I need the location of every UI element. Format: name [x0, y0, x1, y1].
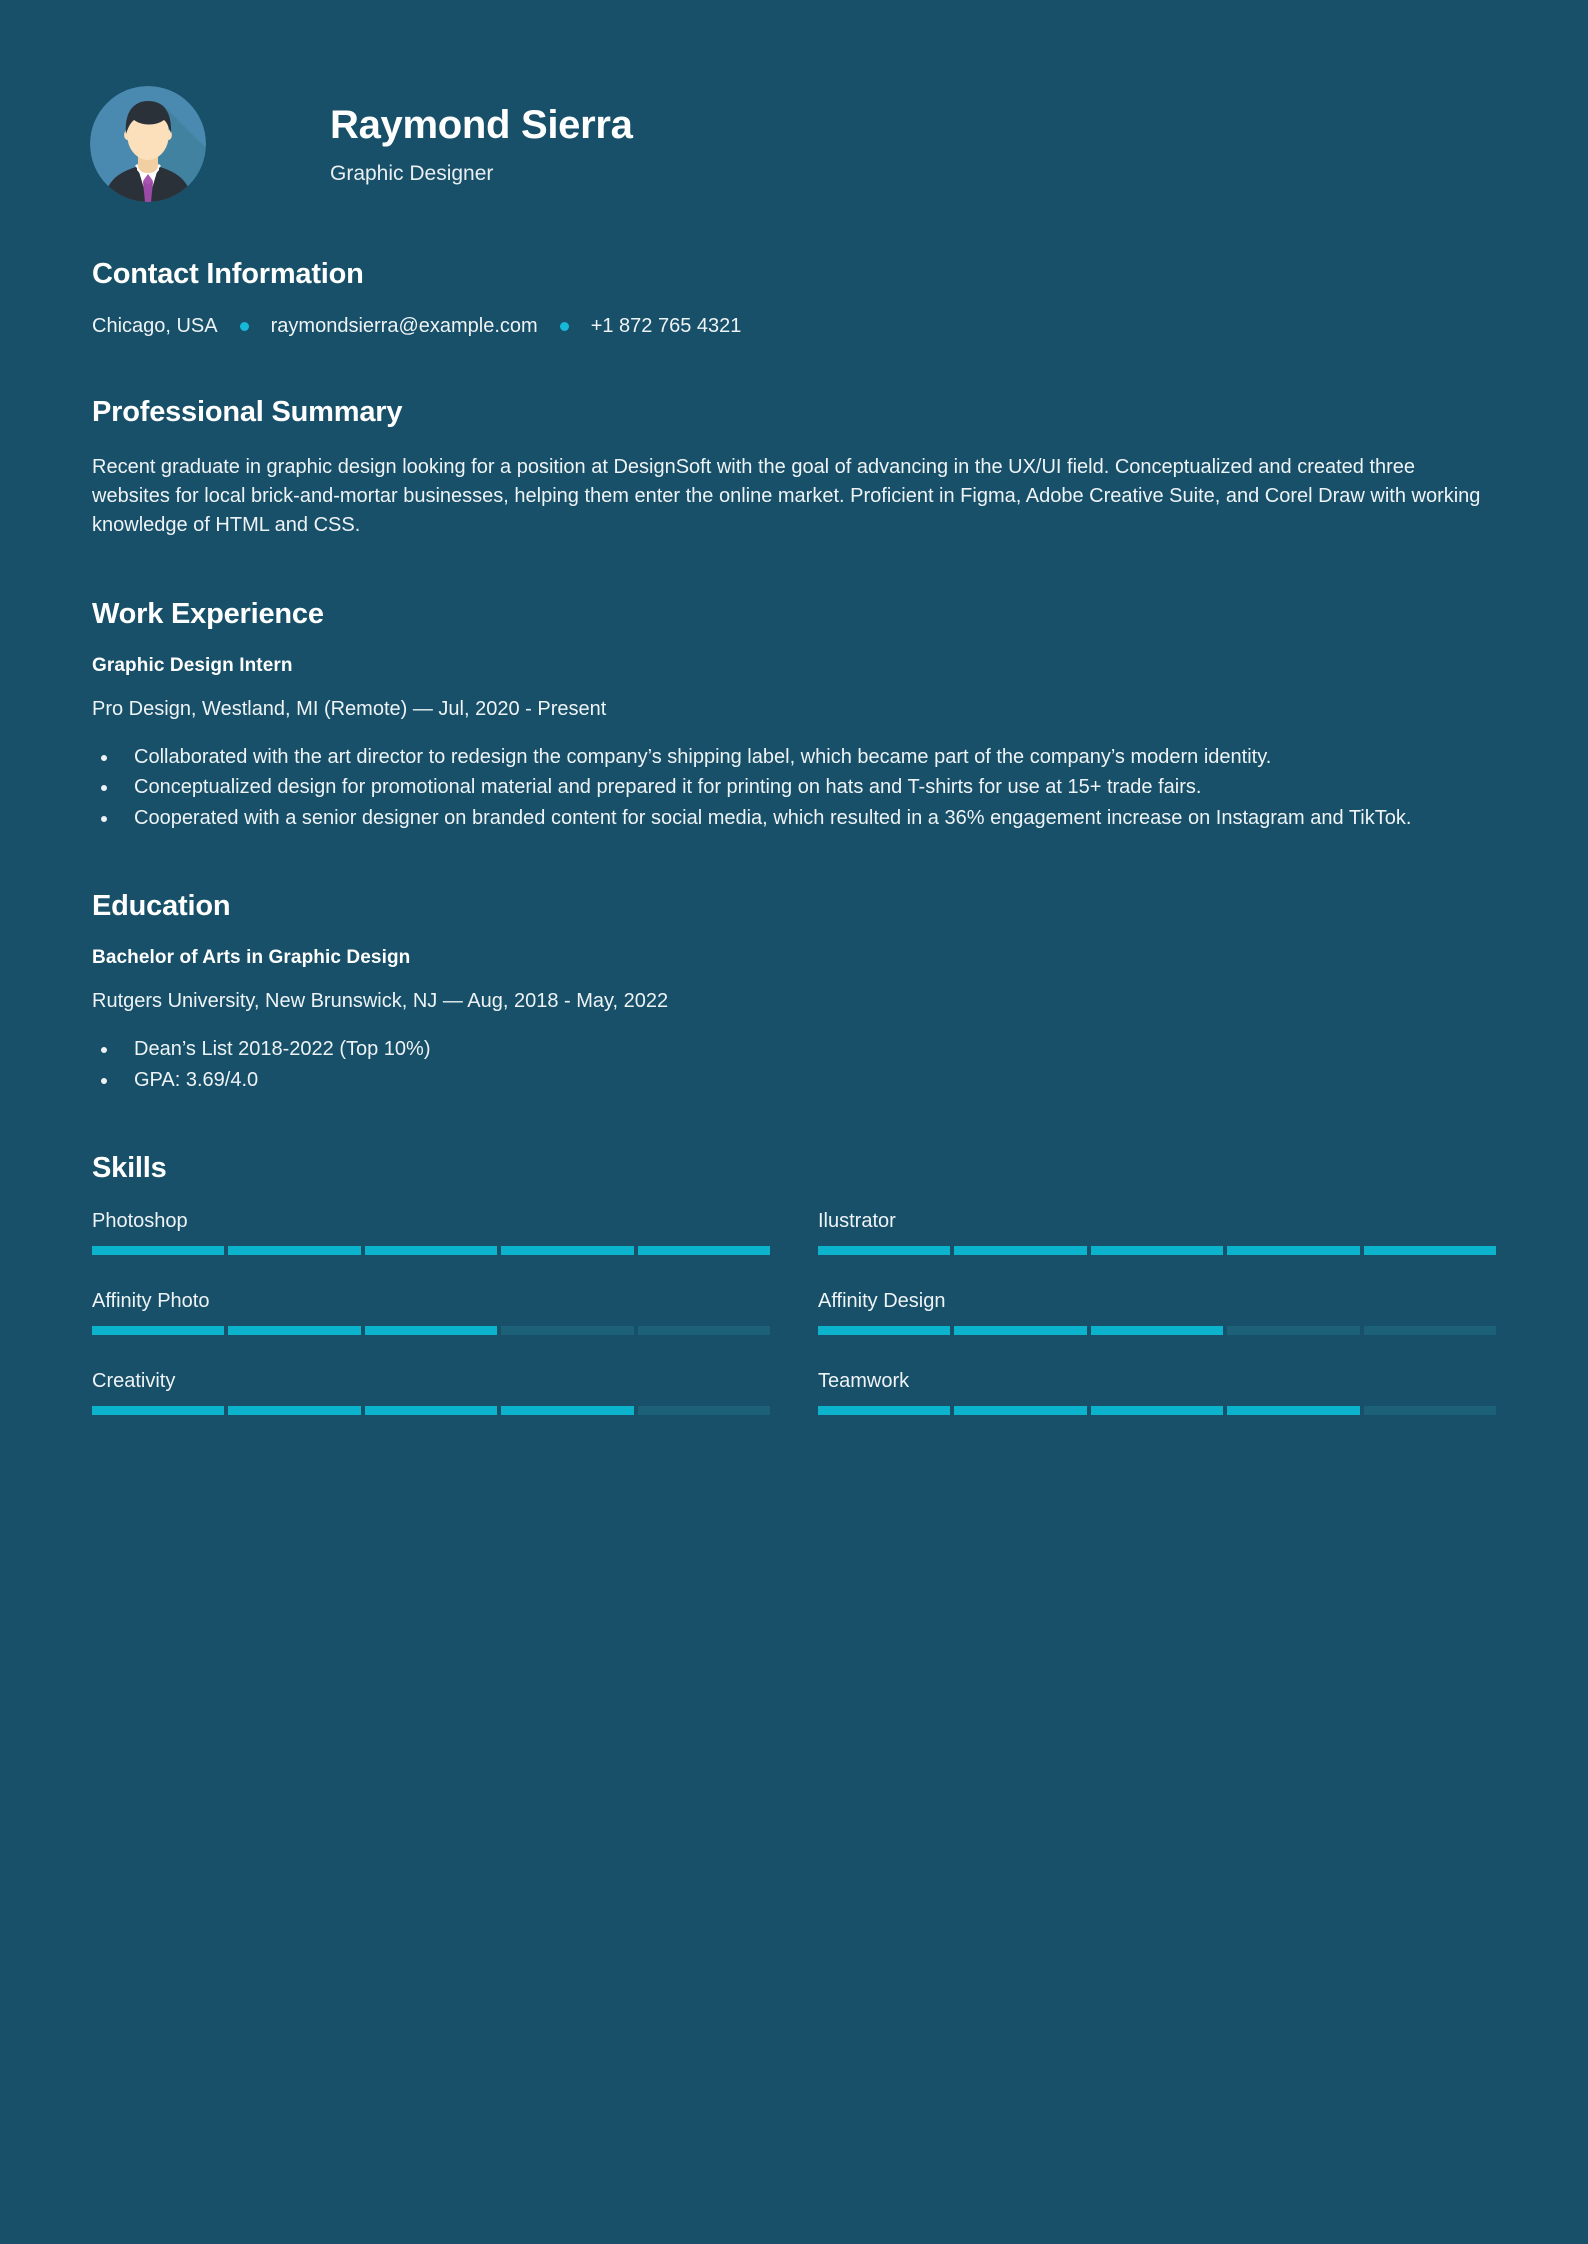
list-item: Conceptualized design for promotional material and prepared it for printing on hats and T-shirts for use at 15+ trade fairs.	[92, 773, 1496, 801]
education-bullet-list	[92, 1035, 1496, 1094]
work-role: Graphic Design Intern	[92, 655, 293, 676]
contact-location: Chicago, USA	[92, 315, 218, 337]
list-item: Collaborated with the art director to redesign the company’s shipping label, which became part of the company’s modern identity.	[92, 743, 1496, 771]
skill-level-segment	[638, 1246, 770, 1255]
skill-item	[818, 1289, 1496, 1335]
skill-level-bar	[818, 1326, 1496, 1335]
skill-item	[92, 1369, 770, 1415]
skill-level-segment	[1091, 1406, 1223, 1415]
skill-level-segment	[818, 1406, 950, 1415]
work-bullet-list	[92, 743, 1496, 832]
skill-level-segment	[638, 1406, 770, 1415]
contact-phone[interactable]: +1 872 765 4321	[590, 315, 742, 337]
skill-label: Photoshop	[92, 1209, 188, 1232]
skill-level-segment	[954, 1246, 1086, 1255]
skill-level-segment	[1227, 1326, 1359, 1335]
skill-level-segment	[1364, 1326, 1496, 1335]
section-education	[92, 890, 1496, 1094]
section-title-education: Education	[92, 890, 231, 923]
skill-level-bar	[92, 1326, 770, 1335]
skill-level-segment	[818, 1326, 950, 1335]
work-meta: Pro Design, Westland, MI (Remote) — Jul, 2020 - Present	[92, 698, 607, 720]
list-item: Cooperated with a senior designer on branded content for social media, which resulted in a 36% engagement increase on Instagram and TikTok.	[92, 804, 1496, 832]
list-item: GPA: 3.69/4.0	[92, 1066, 1496, 1094]
skill-label: Creativity	[92, 1369, 176, 1392]
education-entry	[92, 947, 1496, 1094]
job-title: Graphic Designer	[330, 161, 494, 185]
skill-level-segment	[1364, 1406, 1496, 1415]
avatar	[90, 86, 206, 202]
section-professional-summary	[92, 396, 1496, 540]
section-work-experience	[92, 598, 1496, 832]
skill-level-segment	[228, 1246, 360, 1255]
identity-block	[330, 102, 633, 186]
skill-level-segment	[1091, 1246, 1223, 1255]
dot-separator-icon	[240, 322, 249, 331]
skill-level-segment	[954, 1326, 1086, 1335]
skill-level-segment	[92, 1246, 224, 1255]
skill-level-segment	[818, 1246, 950, 1255]
skill-level-segment	[1227, 1406, 1359, 1415]
education-meta: Rutgers University, New Brunswick, NJ — Aug, 2018 - May, 2022	[92, 990, 669, 1013]
skill-level-segment	[228, 1406, 360, 1415]
skill-level-segment	[501, 1406, 633, 1415]
skill-level-segment	[1091, 1326, 1223, 1335]
work-entry	[92, 655, 1496, 832]
skill-level-segment	[365, 1326, 497, 1335]
resume-header	[92, 0, 1496, 200]
skill-level-segment	[1227, 1246, 1359, 1255]
skill-level-bar	[92, 1246, 770, 1255]
skill-item	[92, 1289, 770, 1335]
skill-level-segment	[92, 1326, 224, 1335]
section-title-contact: Contact Information	[92, 258, 364, 290]
skill-level-segment	[92, 1406, 224, 1415]
list-item: Dean’s List 2018-2022 (Top 10%)	[92, 1035, 1496, 1063]
section-contact-information	[92, 258, 1496, 338]
skill-level-segment	[365, 1406, 497, 1415]
education-degree: Bachelor of Arts in Graphic Design	[92, 947, 411, 969]
skill-item	[818, 1209, 1496, 1255]
skill-label: Affinity Design	[818, 1289, 946, 1312]
dot-separator-icon	[560, 322, 569, 331]
skill-label: Ilustrator	[818, 1209, 896, 1232]
skill-level-segment	[954, 1406, 1086, 1415]
skill-level-bar	[92, 1406, 770, 1415]
contact-row	[92, 315, 1496, 338]
section-title-work-experience: Work Experience	[92, 598, 324, 630]
skill-label: Affinity Photo	[92, 1289, 210, 1312]
skill-label: Teamwork	[818, 1369, 910, 1392]
skill-level-segment	[228, 1326, 360, 1335]
skill-level-bar	[818, 1406, 1496, 1415]
skill-level-bar	[818, 1246, 1496, 1255]
skill-level-segment	[638, 1326, 770, 1335]
skill-level-segment	[501, 1246, 633, 1255]
skill-level-segment	[1364, 1246, 1496, 1255]
contact-email[interactable]: raymondsierra@example.com	[270, 315, 538, 337]
section-skills	[92, 1152, 1496, 1449]
skill-item	[92, 1209, 770, 1255]
skills-grid	[92, 1209, 1496, 1449]
section-title-summary: Professional Summary	[92, 396, 403, 428]
skill-level-segment	[365, 1246, 497, 1255]
section-title-skills: Skills	[92, 1151, 167, 1184]
page-title: Raymond Sierra	[330, 102, 633, 147]
skill-level-segment	[501, 1326, 633, 1335]
summary-text: Recent graduate in graphic design looking for a position at DesignSoft with the goal of advancing in the UX/UI field. Conceptualized and created three websites for local brick-and-mortar businesses, helping them enter the online market. Proficient in Figma, Adobe Creative Suite, and Corel Draw with working knowledge of HTML and CSS.	[92, 456, 1481, 536]
skill-item	[818, 1369, 1496, 1415]
